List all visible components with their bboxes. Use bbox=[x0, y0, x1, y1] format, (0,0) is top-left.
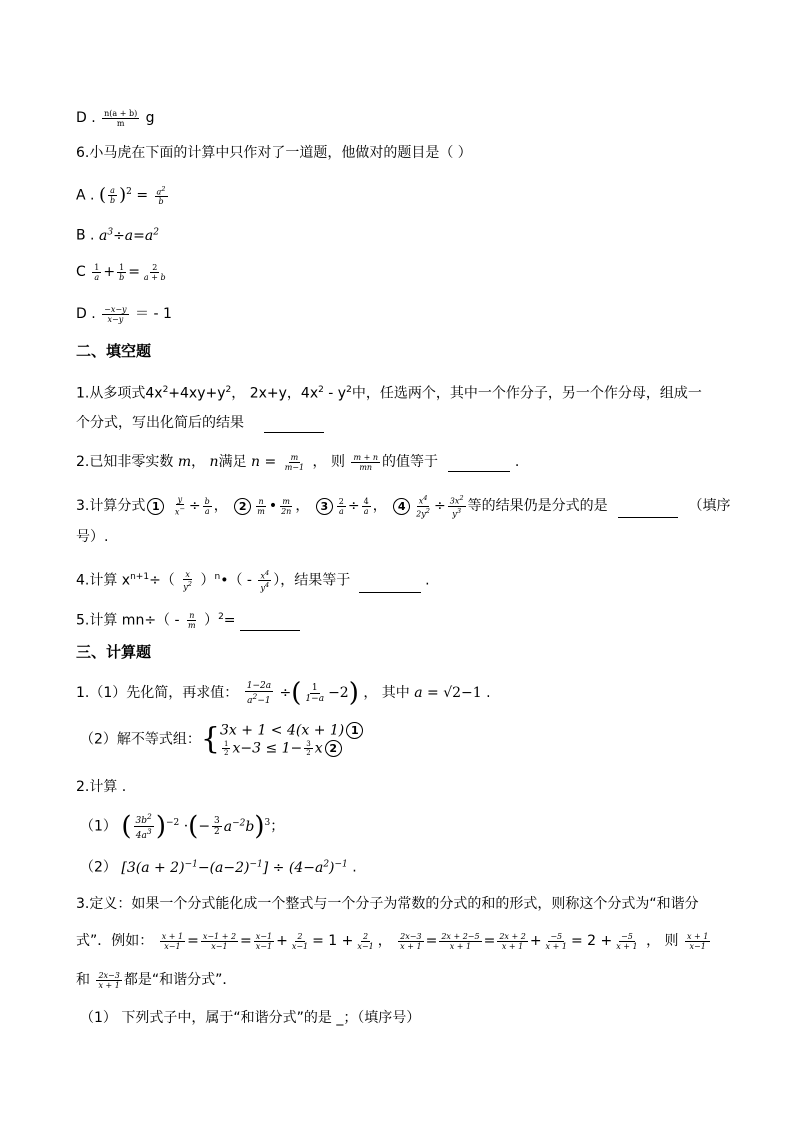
calc-question-3-line3: 和 $\frac{2x-3}{x + 1}$ 都是“和谐分式”． bbox=[76, 970, 237, 990]
section-title-fill-blank: 二、填空题 bbox=[76, 342, 152, 360]
calc-question-2-title: 2.计算 . bbox=[76, 779, 127, 795]
answer-blank[interactable] bbox=[448, 457, 510, 472]
answer-blank[interactable] bbox=[264, 418, 324, 433]
fill-question-3-line2: 号）. bbox=[76, 529, 109, 545]
fill-question-3: 3.计算分式 1 $\frac{y}{x^-}$ ÷ $\frac{b}{a}$ ， 2 $\frac{n}{m}$ • $\frac{m}{2n}$ ， 3 $\frac{2}{a}$ ÷ $\frac{4}{a}$ ， 4 $\frac{x^4}{2y^2}$ ÷ $\frac{3x^2}{y^3}$ 等的结果仍是分式的是 （填序 bbox=[76, 494, 731, 519]
fill-question-1: 1.从多项式$4x^2+4xy+y^2$， 2x+y，$4x^2 - y^2$中，任选两个，其中一个作分子，另一个作分母，组成一 bbox=[76, 385, 702, 402]
calc-question-1-1: 1.（1）先化简，再求值： $\frac{1-2a}{a^2-1}$ ÷( $\frac{1}{1-a}$ −2) ， 其中 a = √2−1 . bbox=[76, 678, 491, 708]
option-6c: C $\frac{1}{a}$ + $\frac{1}{b}$ = $\frac{2}{a + b}$ bbox=[76, 262, 166, 282]
fill-question-1-line2: 个分式，写出化简后的结果 bbox=[76, 413, 324, 433]
calc-question-2-1: （1） ( $\frac{3b^2}{4a^3}$ )$^{-2}$ ·(− $\frac{3}{2}$ $a^{-2}b)^3$； bbox=[80, 811, 285, 842]
fill-question-2: 2.已知非零实数 m， n满足 n = $\frac{m}{m-1}$ ， 则 $\frac{m + n}{mn}$ 的值等于 . bbox=[76, 452, 520, 472]
option-6a: A . ( $\frac{a}{b}$ )$^2$ = $\frac{a^2}{b}$ bbox=[76, 184, 166, 207]
calc-question-3-line2: 式”．例如： $\frac{x + 1}{x-1}$ = $\frac{x-1 + 2}{x-1}$ = $\frac{x-1}{x-1}$ + $\frac{2}{x-1}$ = 1 + $\frac{2}{x-1}$ ， $\frac{2x-3}{x + 1}$ = $\frac{2x + 2-5}{x + 1}$ = $\frac{2x + 2}{x + 1}$ + $\frac{-5}{x + 1}$ = 2 + $\frac{-5}{x + 1}$ ， 则 $\frac{x + 1}{x-1}$ bbox=[76, 931, 709, 951]
answer-blank[interactable] bbox=[359, 578, 421, 593]
calc-question-2-2: （2） $[3(a + 2)^{-1}-(a-2)^{-1}] \div (4-a^2)^{-1}$ . bbox=[80, 859, 357, 876]
fraction: $\frac{n(a + b)}{m}$ bbox=[104, 108, 138, 128]
option-6b: B . $a^3\div a=a^2$ bbox=[76, 227, 159, 244]
answer-blank[interactable] bbox=[618, 503, 678, 518]
fill-question-5: 5.计算 mn÷（ - $\frac{n}{m}$ ）$^2$= bbox=[76, 607, 300, 631]
answer-blank[interactable] bbox=[240, 616, 300, 631]
option-6d: D . $\frac{-x-y}{x-y}$ ＝ - 1 bbox=[76, 304, 172, 324]
calc-question-1-2: （2）解不等式组：{ 3x + 1 < 4(x + 1) 1 $\frac{1}{2}$ x−3 ≤ 1− $\frac{3}{2}$ x 2 bbox=[80, 722, 365, 757]
calc-question-3-sub1: （1） 下列式子中，属于“和谐分式”的是 _；（填序号） bbox=[80, 1010, 421, 1026]
section-title-calculation: 三、计算题 bbox=[76, 643, 152, 661]
option-label: D . bbox=[76, 110, 96, 126]
calc-question-3-line1: 3.定义：如果一个分式能化成一个整式与一个分子为常数的分式的和的形式，则称这个分式为“和谐分 bbox=[76, 896, 699, 912]
fill-question-4: 4.计算 $x^{n+1}\div$（ $\frac{x}{y^2}$ ）$^n$•（ - $\frac{x^4}{y^4}$ ），结果等于 . bbox=[76, 568, 430, 593]
question-6-stem: 6.小马虎在下面的计算中只作对了一道题，他做对的题目是（ ） bbox=[76, 145, 472, 161]
option-d-prev bbox=[76, 108, 155, 128]
unit: g bbox=[145, 110, 155, 126]
